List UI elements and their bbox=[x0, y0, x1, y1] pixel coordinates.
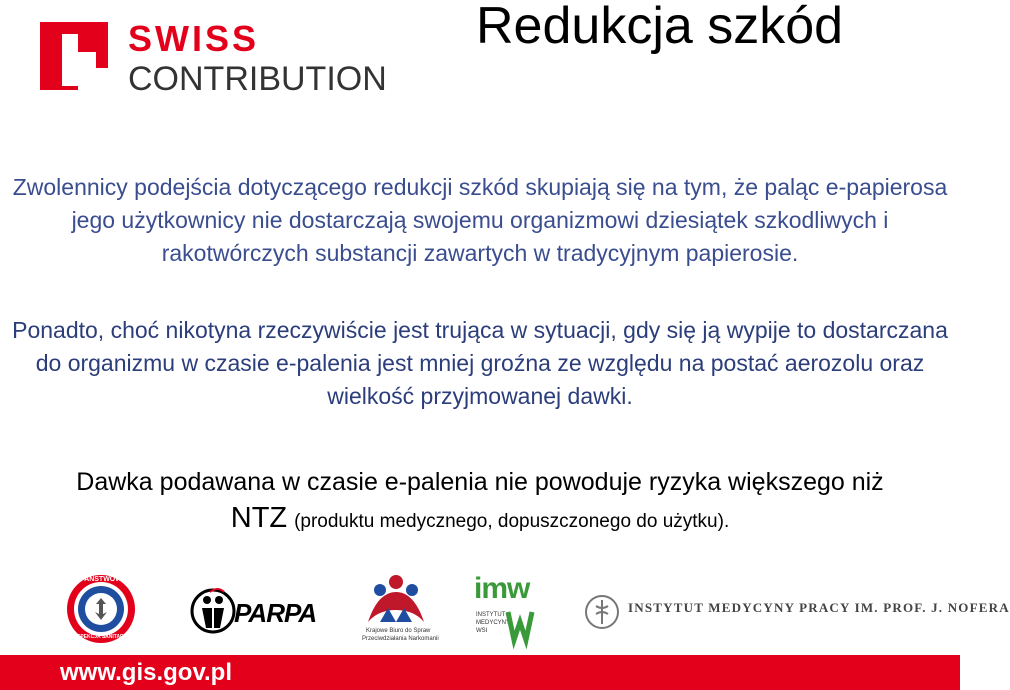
logo-swiss-text: SWISS bbox=[128, 18, 260, 59]
imw-sub2: MEDYCYNY bbox=[476, 620, 511, 626]
imw-logo bbox=[474, 572, 540, 642]
paragraph-nicotine bbox=[0, 314, 960, 413]
paragraph-harm-reduction bbox=[0, 171, 960, 270]
paragraph-dose bbox=[0, 464, 960, 540]
parpa-logo bbox=[190, 584, 330, 638]
imw-sub3: WSI bbox=[476, 628, 488, 634]
gis-seal-logo bbox=[66, 574, 136, 644]
footer-bar bbox=[0, 655, 960, 690]
caduceus-icon bbox=[584, 594, 620, 630]
paragraph-harm-reduction-text: Zwolennicy podejścia dotyczącego redukcji szkód skupiają się na tym, że paląc e-papierosa jego użytkownicy nie dostarczają swojemu organizmowi dziesiątek szkodliwych i rakotwórczych substancji zawartych w tradycyjnym papierosie. bbox=[12, 174, 948, 266]
footer-url-link[interactable]: www.gis.gov.pl bbox=[60, 659, 233, 686]
swiss-contribution-logo bbox=[40, 18, 400, 102]
ntz-abbreviation: NTZ bbox=[230, 502, 288, 534]
logo-contribution-text: CONTRIBUTION bbox=[128, 60, 387, 98]
kbn-text-line2: Przeciwdziałania Narkomanii bbox=[362, 636, 439, 642]
gis-top-text: PAŃSTWOWA bbox=[80, 576, 127, 583]
nofer-institute-logo bbox=[584, 594, 1010, 630]
kbn-logo bbox=[360, 572, 439, 646]
page-title: Redukcja szkód bbox=[476, 0, 844, 55]
imw-sub1: INSTYTUT bbox=[476, 612, 506, 618]
kbn-text-line1: Krajowe Biuro do Spraw bbox=[366, 628, 431, 634]
gis-bottom-text: INSPEKCJA SANITARNA bbox=[72, 634, 131, 640]
parpa-text: PARPA bbox=[234, 598, 317, 628]
imw-mark: imw bbox=[474, 572, 530, 605]
nofer-institute-text: INSTYTUT MEDYCYNY PRACY IM. PROF. J. NOFERA bbox=[628, 600, 1010, 615]
partner-logos bbox=[0, 566, 1010, 646]
swiss-flag-icon bbox=[40, 22, 108, 90]
paragraph-nicotine-text: Ponadto, choć nikotyna rzeczywiście jest trująca w sytuacji, gdy się ją wypije to dostarczana do organizmu w czasie e-palenia jest mniej groźna ze względu na postać aerozolu oraz wielkość przyjmowanej dawki. bbox=[12, 317, 948, 409]
ntz-note: (produktu medycznego, dopuszczonego do użytku). bbox=[294, 511, 730, 532]
paragraph-dose-text: Dawka podawana w czasie e-palenia nie powoduje ryzyka większego niż bbox=[76, 468, 884, 496]
